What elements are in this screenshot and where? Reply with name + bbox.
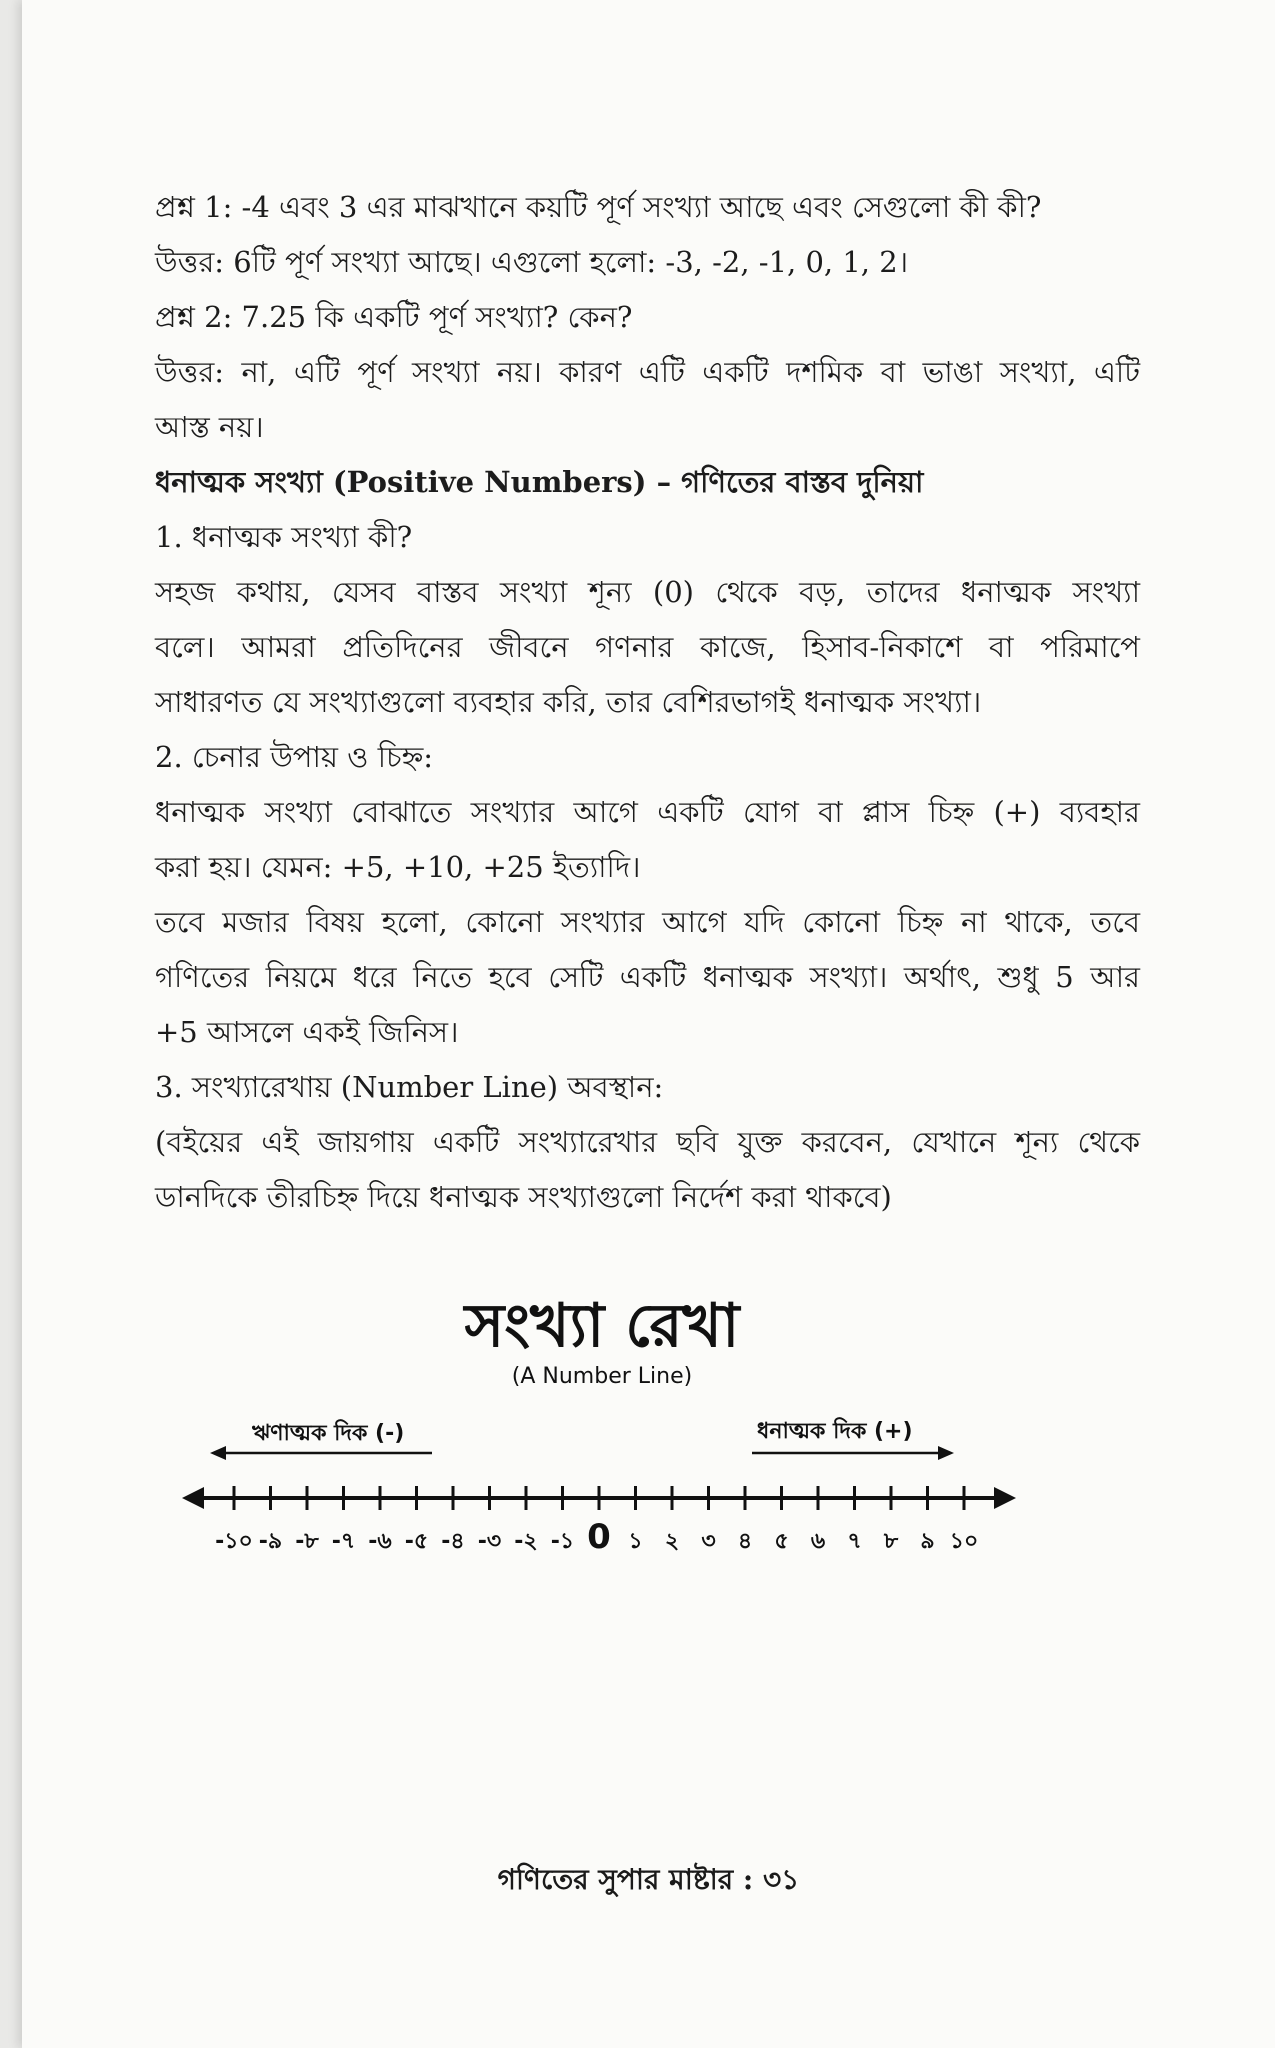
subsection-1-heading: 1. ধনাত্মক সংখ্যা কী? (155, 520, 413, 554)
axis-right-arrow-head (994, 1487, 1016, 1509)
number-line-tick-label: -৫ (404, 1529, 429, 1554)
number-line-graphic (182, 1290, 1022, 1580)
number-line-tick-label: ৮ (883, 1529, 899, 1554)
number-line-tick-label: ৫ (774, 1529, 789, 1554)
answer-1: উত্তর: 6টি পূর্ণ সংখ্যা আছে। এগুলো হলো: -3, -2, -1, 0, 1, 2। (155, 245, 909, 279)
subsection-2-line-3: তবে মজার বিষয় হলো, কোনো সংখ্যার আগে যদি কোনো চিহ্ন না থাকে, তবে (155, 905, 1140, 939)
number-line-tick-label: -৩ (477, 1529, 502, 1554)
answer-2-line-2: আস্ত নয়। (155, 410, 264, 444)
subsection-1-line-2: বলে। আমরা প্রতিদিনের জীবনে গণনার কাজে, হিসাব-নিকাশে বা পরিমাপে (155, 630, 1140, 664)
number-line-tick-label: ৯ (920, 1529, 935, 1554)
page-text (155, 180, 1140, 1225)
positive-direction-label: ধনাত্মক দিক (+) (757, 1419, 913, 1444)
number-line-tick-label: -১০ (215, 1529, 253, 1554)
page-footer: গণিতের সুপার মাষ্টার : ৩১ (497, 1863, 800, 1896)
number-line-tick-label: ১০ (949, 1529, 979, 1554)
number-line-tick-label: ৭ (847, 1529, 862, 1554)
number-line-tick-label: ৪ (737, 1529, 753, 1554)
question-2: প্রশ্ন 2: 7.25 কি একটি পূর্ণ সংখ্যা? কেন? (155, 300, 633, 334)
number-line-diagram (182, 1290, 1022, 1580)
number-line-subtitle: (A Number Line) (511, 1364, 693, 1389)
number-line-tick-label: -৪ (441, 1529, 465, 1554)
answer-2-line-1: উত্তর: না, এটি পূর্ণ সংখ্যা নয়। কারণ এটি একটি দশমিক বা ভাঙা সংখ্যা, এটি (155, 355, 1140, 389)
subsection-3-heading: 3. সংখ্যারেখায় (Number Line) অবস্থান: (155, 1070, 664, 1104)
positive-direction-arrow-head (938, 1446, 954, 1460)
number-line-tick-label: ৩ (701, 1529, 716, 1554)
number-line-tick-label: -৯ (258, 1529, 283, 1554)
number-line-tick-label: -১ (550, 1529, 575, 1554)
subsection-2-line-1: ধনাত্মক সংখ্যা বোঝাতে সংখ্যার আগে একটি যোগ বা প্লাস চিহ্ন (+) ব্যবহার (155, 795, 1140, 829)
number-line-tick-label: -৭ (331, 1529, 356, 1554)
number-line-tick-label: -৮ (295, 1529, 319, 1554)
number-line-tick-label: ৬ (810, 1529, 826, 1554)
axis-left-arrow-head (182, 1487, 204, 1509)
number-line-tick-label: ২ (664, 1529, 680, 1554)
number-line-tick-label: -৬ (368, 1529, 392, 1554)
subsection-1-line-3: সাধারণত যে সংখ্যাগুলো ব্যবহার করি, তার বেশিরভাগই ধনাত্মক সংখ্যা। (155, 685, 982, 719)
number-line-title: সংখ্যা রেখা (464, 1291, 740, 1361)
number-line-tick-label: ১ (628, 1529, 643, 1554)
subsection-2-line-4: গণিতের নিয়মে ধরে নিতে হবে সেটি একটি ধনাত্মক সংখ্যা। অর্থাৎ, শুধু 5 আর (155, 960, 1140, 994)
negative-direction-arrow-head (210, 1446, 226, 1460)
subsection-3-line-1: (বইয়ের এই জায়গায় একটি সংখ্যারেখার ছবি যুক্ত করবেন, যেখানে শূন্য থেকে (155, 1125, 1140, 1159)
subsection-2-line-2: করা হয়। যেমন: +5, +10, +25 ইত্যাদি। (155, 850, 641, 884)
question-1: প্রশ্ন 1: -4 এবং 3 এর মাঝখানে কয়টি পূর্ণ সংখ্যা আছে এবং সেগুলো কী কী? (155, 190, 1042, 224)
subsection-1-line-1: সহজ কথায়, যেসব বাস্তব সংখ্যা শূন্য (0) থেকে বড়, তাদের ধনাত্মক সংখ্যা (155, 575, 1140, 609)
subsection-3-line-2: ডানদিকে তীরচিহ্ন দিয়ে ধনাত্মক সংখ্যাগুলো নির্দেশ করা থাকবে) (155, 1180, 892, 1214)
section-heading: ধনাত্মক সংখ্যা (Positive Numbers) – গণিতের বাস্তব দুনিয়া (155, 465, 924, 499)
subsection-2-heading: 2. চেনার উপায় ও চিহ্ন: (155, 740, 434, 774)
subsection-2-line-5: +5 আসলে একই জিনিস। (155, 1015, 459, 1049)
number-line-tick-label: 0 (587, 1517, 611, 1557)
book-page (22, 0, 1275, 2048)
negative-direction-label: ঋণাত্মক দিক (-) (252, 1421, 405, 1446)
number-line-tick-label: -২ (514, 1529, 538, 1554)
